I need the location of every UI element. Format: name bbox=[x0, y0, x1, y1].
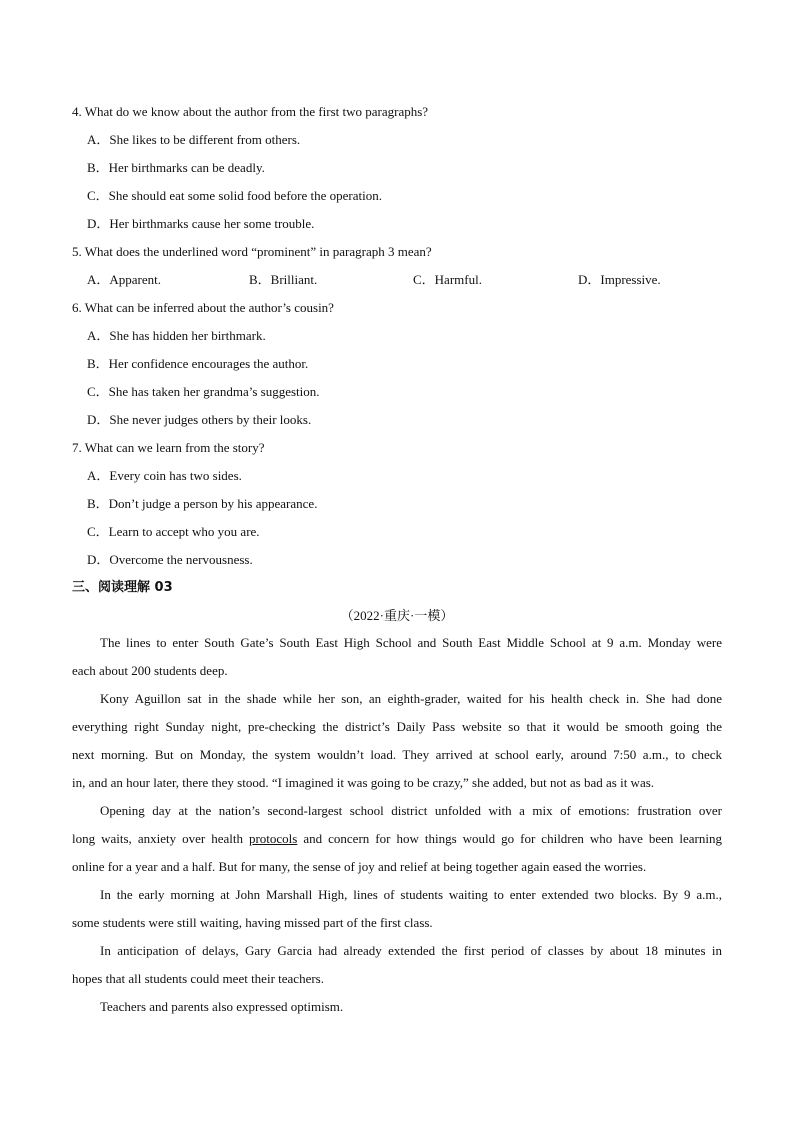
question-6-option-a: A．She has hidden her birthmark. bbox=[87, 328, 266, 343]
question-7-option-c: C．Learn to accept who you are. bbox=[87, 524, 260, 539]
paragraph-5-line-2: hopes that all students could meet their teachers. bbox=[72, 971, 324, 986]
question-6-option-b: B．Her confidence encourages the author. bbox=[87, 356, 309, 371]
paragraph-3-line-2-start: long waits, anxiety over health bbox=[72, 831, 249, 846]
paragraph-6-line-1: Teachers and parents also expressed optimism. bbox=[100, 999, 344, 1014]
question-5-stem: 5. What does the underlined word “prominent” in paragraph 3 mean? bbox=[72, 244, 432, 259]
paragraph-3-line-1: Opening day at the nation’s second-largest school district unfolded with a mix of emotions: frustration over bbox=[100, 803, 722, 818]
paragraph-2-line-2: everything right Sunday night, pre-checking the district’s Daily Pass website so that it would be smooth going the bbox=[72, 719, 722, 734]
paragraph-4-line-2: some students were still waiting, having missed part of the first class. bbox=[72, 915, 433, 930]
question-6-option-d: D．She never judges others by their looks. bbox=[87, 412, 312, 427]
question-4-option-a: A．She likes to be different from others. bbox=[87, 132, 301, 147]
question-4-stem: 4. What do we know about the author from the first two paragraphs? bbox=[72, 104, 429, 119]
question-4-option-b: B．Her birthmarks can be deadly. bbox=[87, 160, 265, 175]
question-7-stem: 7. What can we learn from the story? bbox=[72, 440, 265, 455]
paragraph-1-line-1: The lines to enter South Gate’s South East High School and South East Middle School at 9 a.m. Monday were bbox=[100, 635, 722, 650]
question-4-option-d: D．Her birthmarks cause her some trouble. bbox=[87, 216, 315, 231]
paragraph-3-line-3: online for a year and a half. But for many, the sense of joy and relief at being together again eased the worries. bbox=[72, 859, 647, 874]
question-5-option-d: D．Impressive. bbox=[578, 272, 661, 287]
question-7-option-a: A．Every coin has two sides. bbox=[87, 468, 242, 483]
paragraph-5-line-1: In anticipation of delays, Gary Garcia had already extended the first period of classes by about 18 minutes in bbox=[100, 943, 722, 958]
question-6-option-c: C．She has taken her grandma’s suggestion. bbox=[87, 384, 320, 399]
question-5-option-b: B．Brilliant. bbox=[249, 272, 318, 287]
paragraph-3-line-2 bbox=[72, 831, 722, 847]
underlined-word-protocols: protocols bbox=[248, 831, 298, 846]
paragraph-2-line-4: in, and an hour later, there they stood. “I imagined it was going to be crazy,” she added, but not as bad as it was. bbox=[72, 775, 655, 790]
paragraph-2-line-3: next morning. But on Monday, the system wouldn’t load. They arrived at school early, around 7:50 a.m., to check bbox=[72, 747, 722, 762]
paragraph-3-line-2-end: and concern for how things would go for children who have been learning bbox=[297, 831, 722, 846]
paragraph-2-line-1: Kony Aguillon sat in the shade while her son, an eighth-grader, waited for his health check in. She had done bbox=[100, 691, 722, 706]
paragraph-1-line-2: each about 200 students deep. bbox=[72, 663, 228, 678]
question-4-option-c: C．She should eat some solid food before the operation. bbox=[87, 188, 382, 203]
paragraph-4-line-1: In the early morning at John Marshall High, lines of students waiting to enter extended two blocks. By 9 a.m., bbox=[100, 887, 722, 902]
question-6-stem: 6. What can be inferred about the author’s cousin? bbox=[72, 300, 334, 315]
question-5-option-c: C．Harmful. bbox=[413, 272, 482, 287]
passage-source: （2022·重庆·一模） bbox=[340, 608, 454, 623]
question-5-option-a: A．Apparent. bbox=[87, 272, 162, 287]
question-7-option-b: B．Don’t judge a person by his appearance. bbox=[87, 496, 318, 511]
question-7-option-d: D．Overcome the nervousness. bbox=[87, 552, 253, 567]
section-heading: 三、阅读理解 03 bbox=[72, 580, 173, 595]
